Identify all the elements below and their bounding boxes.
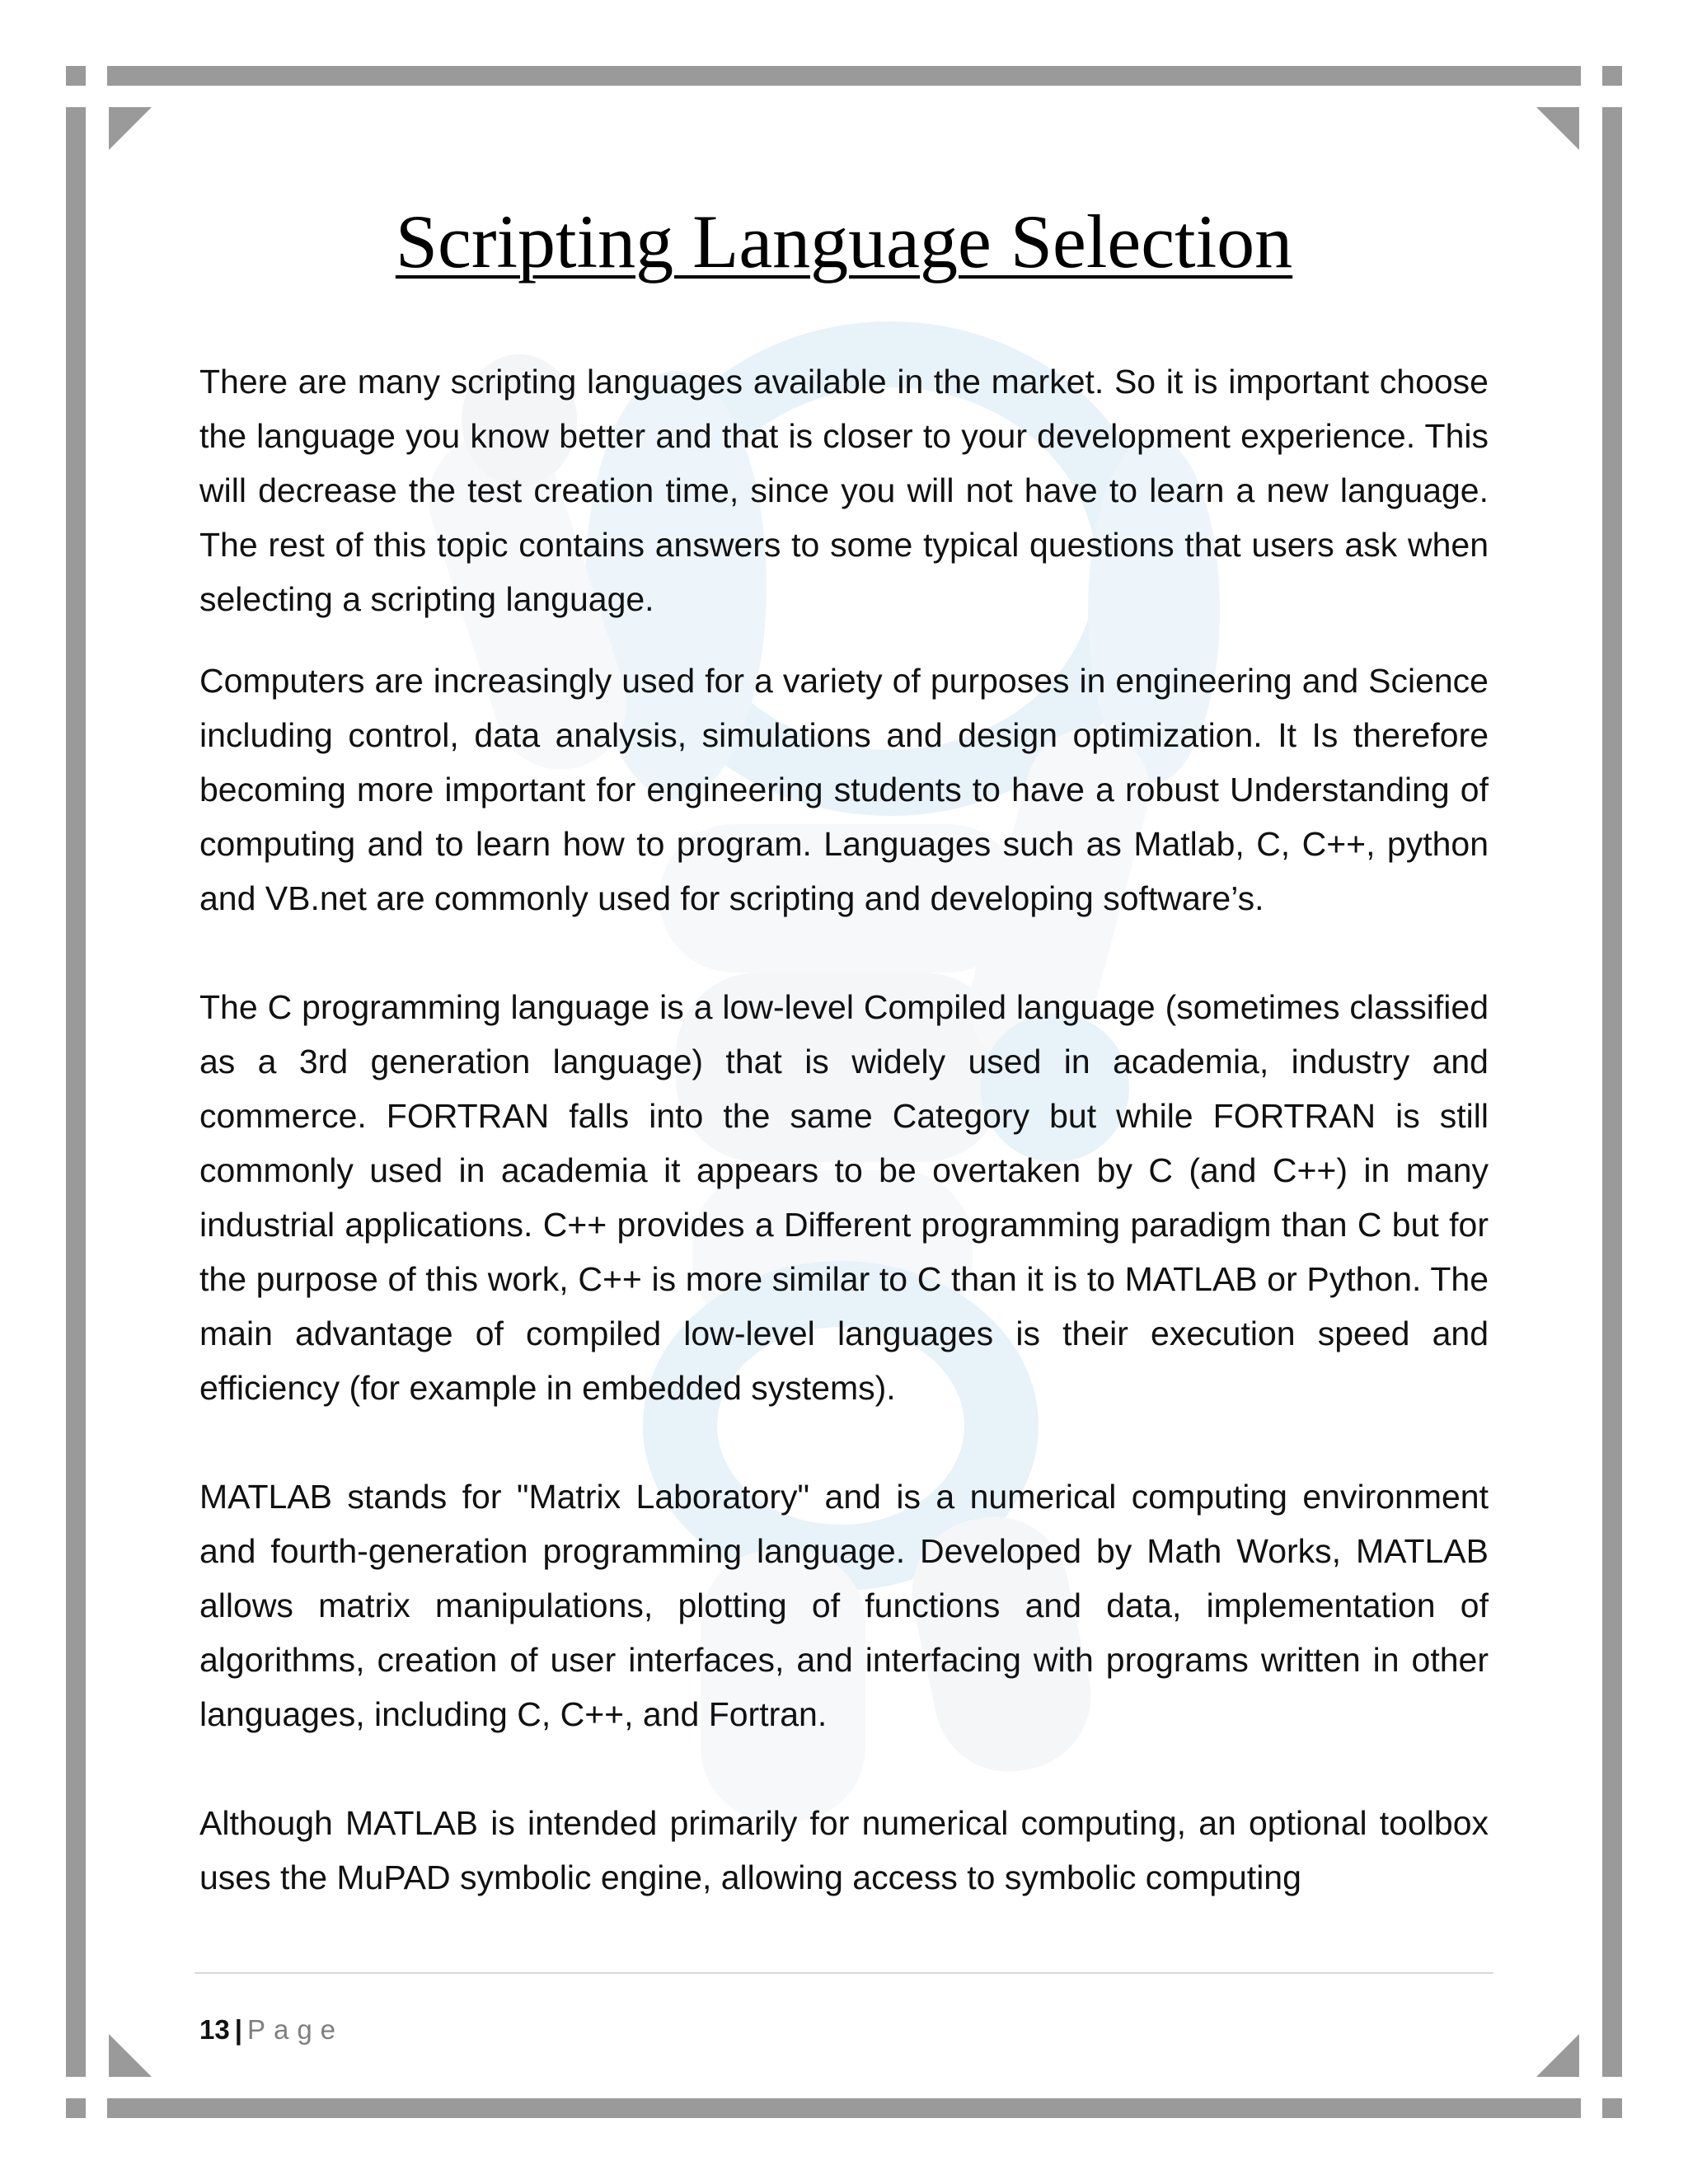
frame-bottom-bar [107,2098,1581,2118]
footer-separator: | [234,2014,242,2045]
frame-left-bar [66,107,86,2077]
paragraph-computers: Computers are increasingly used for a variety of purposes in engineering and Science including control, data analysis, simulations and design optimization. It Is therefore becoming more important for engineering students to have a robust Understanding of computing and to learn how to program. Languages such as Matlab, C, C++, python and VB.net are commonly used for scripting and developing software’s. [199,662,1489,917]
footer-divider [195,1972,1493,1974]
page-number: 13 [199,2014,230,2045]
frame-right-bar [1602,107,1622,2077]
corner-square-bottom-left [66,2098,86,2118]
page-footer [199,2009,344,2050]
corner-triangle-bottom-left [109,2034,152,2077]
corner-square-top-left [66,66,86,86]
document-body [199,354,1489,1905]
corner-square-bottom-right [1602,2098,1622,2118]
corner-triangle-top-right [1536,107,1579,150]
paragraph-matlab: MATLAB stands for "Matrix Laboratory" and is a numerical computing environment and fourth-generation programming language. Developed by Math Works, MATLAB allows matrix manipulations, plotting of functions and data, implementation of algorithms, creation of user interfaces, and interfacing with programs written in other languages, including C, C++, and Fortran. [199,1478,1489,1733]
page-title: Scripting Language Selection [395,199,1293,284]
frame-top-bar [107,66,1581,86]
corner-square-top-right [1602,66,1622,86]
paragraph-c-language: The C programming language is a low-level Compiled language (sometimes classified as a 3rd generation language) that is widely used in academia, industry and commerce. FORTRAN falls into the same Category but while FORTRAN is still commonly used in academia it appears to be overtaken by C (and C++) in many industrial applications. C++ provides a Different programming paradigm than C but for the purpose of this work, C++ is more similar to C than it is to MATLAB or Python. The main advantage of compiled low-level languages is their execution speed and efficiency (for example in embedded systems). [199,988,1489,1407]
paragraph-scripting-intro: There are many scripting languages available in the market. So it is important choose the language you know better and that is closer to your development experience. This will decrease the test creation time, since you will not have to learn a new language. The rest of this topic contains answers to some typical questions that users ask when selecting a scripting language. [199,363,1489,618]
page-label: Page [246,2014,345,2045]
paragraph-matlab-symbolic: Although MATLAB is intended primarily for numerical computing, an optional toolbox uses the MuPAD symbolic engine, allowing access to symbolic computing [199,1804,1489,1896]
corner-triangle-top-left [109,107,152,150]
corner-triangle-bottom-right [1536,2034,1579,2077]
